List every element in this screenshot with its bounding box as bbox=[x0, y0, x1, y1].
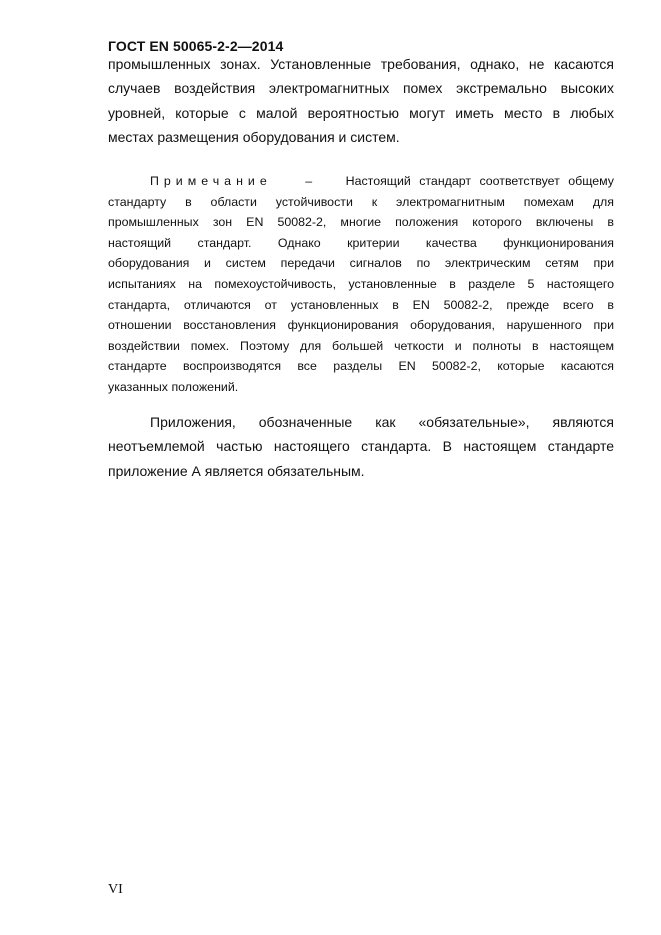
text-line: промышленных зонах. Установленные требования, однако, не касаются bbox=[108, 56, 614, 72]
paragraph-annexes bbox=[108, 410, 614, 483]
note-line: оборудования и систем передачи сигналов по электрическим сетям при bbox=[108, 256, 614, 271]
note-line: настоящий стандарт. Однако критерии качества функционирования bbox=[108, 235, 614, 250]
note-line: отношении восстановления функционирования оборудования, нарушенного при bbox=[108, 318, 614, 333]
note-label: Примечание bbox=[150, 174, 272, 188]
note-block bbox=[108, 171, 614, 398]
text-line: приложение А является обязательным. bbox=[108, 462, 365, 479]
note-line: стандарте воспроизводятся все разделы EN 50082-2, которые касаются bbox=[108, 359, 614, 374]
text-line: случаев воздействия электромагнитных помех экстремально высоких bbox=[108, 80, 614, 97]
text-line: уровней, которые с малой вероятностью могут иметь место в любых bbox=[108, 104, 614, 121]
note-line: стандарту в области устойчивости к электромагнитным помехам для bbox=[108, 194, 614, 209]
note-line: указанных положений. bbox=[108, 379, 239, 394]
note-line: промышленных зон EN 50082-2, многие положения которого включены в bbox=[108, 215, 614, 230]
note-line: стандарта, отличаются от установленных в EN 50082-2, прежде всего в bbox=[108, 297, 614, 312]
document-header: ГОСТ EN 50065-2-2—2014 bbox=[108, 38, 284, 54]
note-first-line-text: Настоящий стандарт соответствует общему bbox=[345, 174, 614, 188]
note-line: испытаниях на помехоустойчивость, установленные в разделе 5 настоящего bbox=[108, 276, 614, 291]
note-line: воздействии помех. Поэтому для большей четкости и полноты в настоящем bbox=[108, 338, 614, 353]
note-dash: – bbox=[305, 174, 313, 188]
text-line: Приложения, обозначенные как «обязательные», являются bbox=[150, 414, 614, 430]
text-line: местах размещения оборудования и систем. bbox=[108, 128, 400, 145]
page-number: VI bbox=[108, 882, 123, 897]
text-line: неотъемлемой частью настоящего стандарта. В настоящем стандарте bbox=[108, 438, 614, 455]
note-first-line bbox=[108, 171, 614, 192]
paragraph-scope-continuation bbox=[108, 52, 614, 149]
